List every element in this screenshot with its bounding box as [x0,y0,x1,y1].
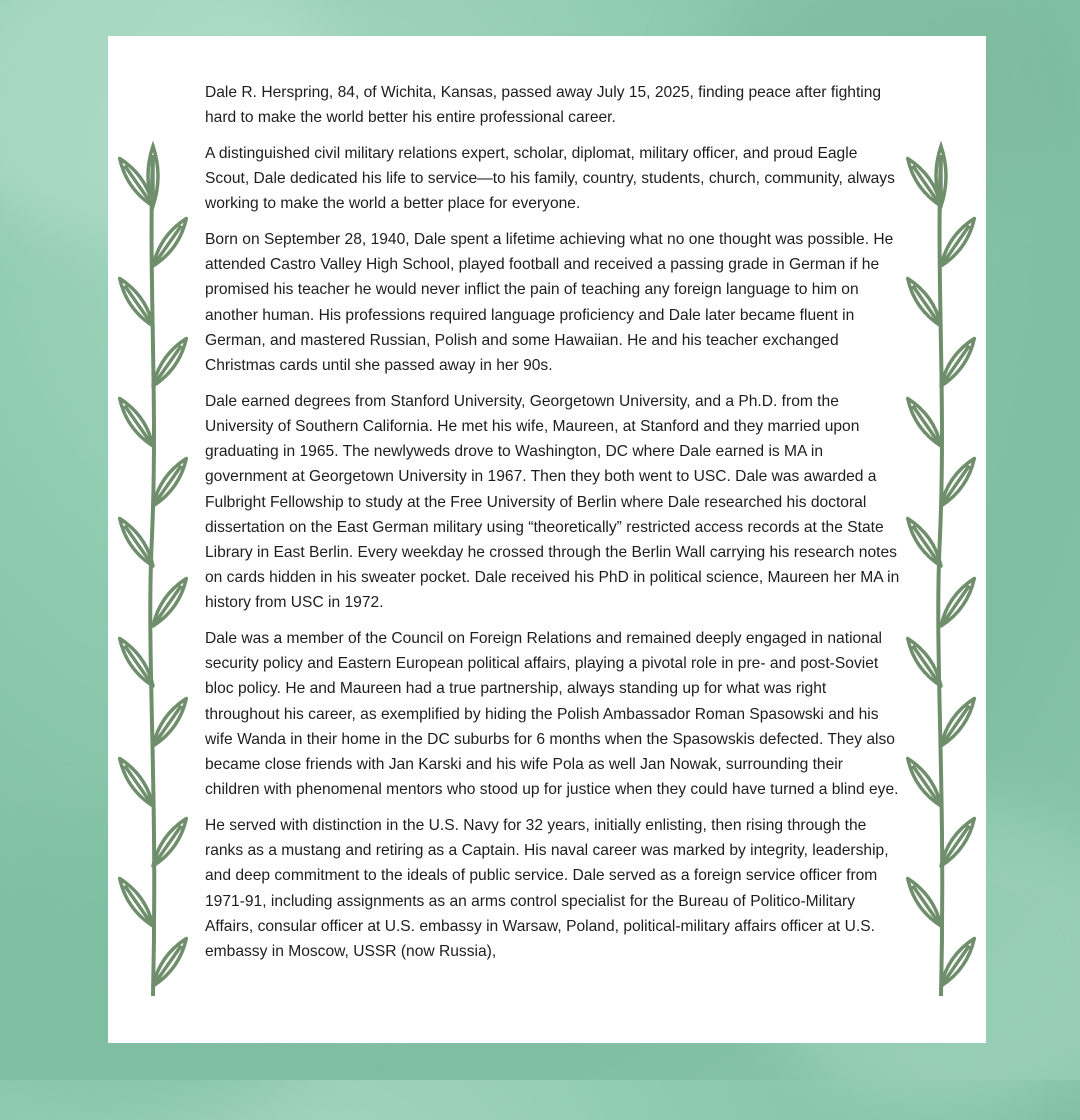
leaf [941,339,974,387]
vine-leaves [908,146,975,996]
leaf [120,639,153,687]
vine-stem [150,156,154,996]
leaf [908,879,941,927]
left-leaf-vine-decoration [108,136,198,1016]
leaf [120,399,153,447]
leaf [120,759,153,807]
leaf [153,219,186,267]
leaf [941,939,974,987]
obituary-text [205,80,900,975]
paragraph-3: Born on September 28, 1940, Dale spent a lifetime achieving what no one thought was possible. He attended Castro Valley High School, played football and received a passing grade in German if he promised his teacher he would never inflict the pain of teaching any foreign language to him on another human. His professions required language proficiency and Dale later became fluent in German, and mastered Russian, Polish and some Hawaiian. He and his teacher exchanged Christmas cards until she passed away in her 90s. [205,231,894,375]
paragraph-4: Dale earned degrees from Stanford University, Georgetown University, and a Ph.D. from the University of Southern California. He met his wife, Maureen, at Stanford and they married upon graduating in 1965. The newlyweds drove to Washington, DC where Dale earned is MA in government at Georgetown University in 1967. Then they both went to USC. Dale was awarded a Fulbright Fellowship to study at the Free University of Berlin where Dale researched his doctoral dissertation on the East German military using “theoretically” restricted access records at the State Library in East Berlin. Every weekday he crossed through the Berlin Wall carrying his research notes on cards hidden in his sweater pocket. Dale received his PhD in political science, Maureen her MA in history from USC in 1972. [205,392,900,612]
leaf [153,819,186,867]
leaf [153,579,186,627]
vine-stem [938,156,942,996]
leaf [908,519,941,567]
leaf [153,939,186,987]
leaf [941,819,974,867]
leaf [120,879,153,927]
paragraph-6: He served with distinction in the U.S. Navy for 32 years, initially enlisting, then rising through the ranks as a mustang and retiring as a Captain. His naval career was marked by integrity, leadership, and deep commitment to the ideals of public service. Dale served as a foreign service officer from 1971-91, including assignments as an arms control specialist for the Bureau of Politico-Military Affairs, consular officer at U.S. embassy in Warsaw, Poland, political-military affairs officer at U.S. embassy in Moscow, USSR (now Russia), [205,816,889,960]
leaf [908,759,941,807]
leaf [120,279,153,327]
leaf [153,699,186,747]
paragraph-1: Dale R. Herspring, 84, of Wichita, Kansas, passed away July 15, 2025, finding peace after fighting hard to make the world better his entire professional career. [205,84,882,127]
leaf [153,339,186,387]
leaf [153,459,186,507]
leaf [936,146,946,206]
leaf [941,579,974,627]
leaf [908,399,941,447]
leaf [941,219,974,267]
leaf [148,146,158,206]
paragraph-5: Dale was a member of the Council on Foreign Relations and remained deeply engaged in national security policy and Eastern European political affairs, playing a pivotal role in pre- and post-Soviet bloc policy. He and Maureen had a true partnership, always standing up for what was right throughout his career, as exemplified by hiding the Polish Ambassador Roman Spasowski and his wife Wanda in their home in the DC suburbs for 6 months when the Spasowskis defected. They also became close friends with Jan Karski and his wife Pola as well Jan Nowak, surrounding their children with phenomenal mentors who stood up for justice when they could have turned a blind eye. [205,630,899,799]
leaf [120,519,153,567]
leaf [941,699,974,747]
right-leaf-vine-decoration [896,136,986,1016]
leaf [941,459,974,507]
vine-leaves [120,146,187,996]
leaf [908,279,941,327]
leaf [908,639,941,687]
obituary-card [108,36,986,1043]
paragraph-2: A distinguished civil military relations expert, scholar, diplomat, military officer, and proud Eagle Scout, Dale dedicated his life to service—to his family, country, students, church, community, always working to make the world a better place for everyone. [205,144,895,213]
